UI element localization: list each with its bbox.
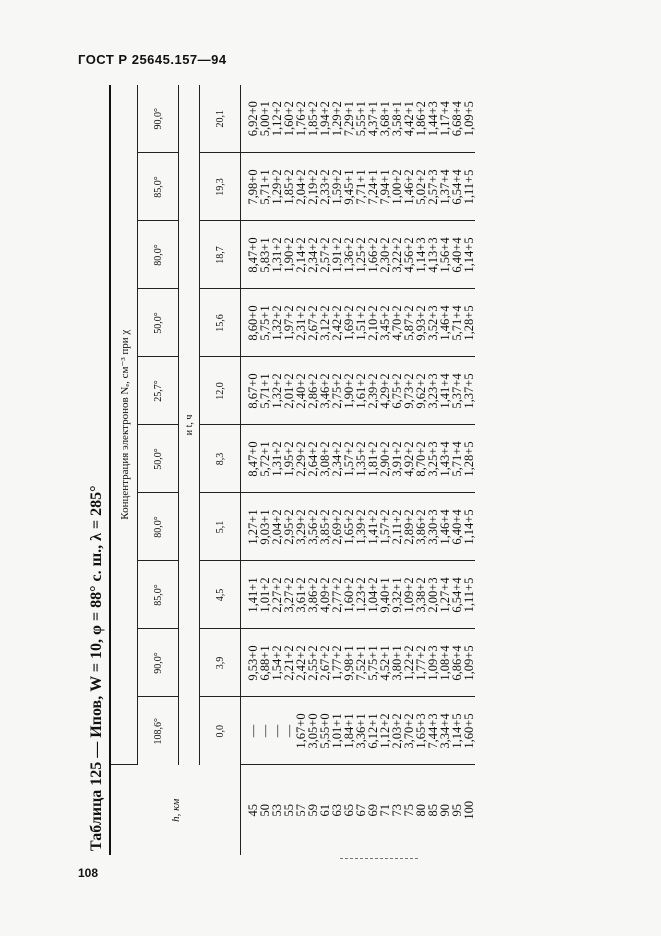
concentration-column: 8,60+0 5,75+1 1,32+2 1,97+2 2,31+2 2,67+2 3,12+2 2,42+2 1,69+2 1,51+2 2,10+2 3,45+2 4,70+2 5,87+2 9,93+2 3,52+3 1,46+4 5,71+4 1,28+5: [241, 289, 476, 357]
angle-header: 90,0°: [138, 85, 179, 153]
angle-header: 25,7°: [138, 357, 179, 425]
time-header-cell: 4,5: [200, 561, 241, 629]
concentration-header: Концентрация электронов Nₑ, см⁻³ при χ: [110, 85, 138, 765]
concentration-column: 8,67+0 5,71+1 1,32+2 2,01+2 2,40+2 2,86+2 3,46+2 2,75+2 1,90+2 1,61+2 2,39+2 4,29+2 6,75+2 9,73+2 9,62+2 3,23+3 1,41+4 5,37+4 1,37+5: [241, 357, 476, 425]
page-number: 108: [78, 866, 99, 880]
concentration-column: 8,47+0 5,72+1 1,31+2 1,95+2 2,29+2 2,64+2 3,08+2 2,34+2 1,57+2 1,35+2 1,81+2 2,90+2 3,91+2 4,92+2 8,70+2 3,25+3 1,43+4 5,71+4 1,28+5: [241, 425, 476, 493]
time-header-cell: 0,0: [200, 697, 241, 765]
concentration-column: — — — — 1,67+0 3,05+0 5,55+0 1,01+1 1,84+1 3,36+1 6,12+1 1,12+2 2,03+2 3,70+2 1,65+3 7,44+3 3,34+4 1,14+5 1,60+5: [241, 697, 476, 765]
time-header-cell: 18,7: [200, 221, 241, 289]
concentration-column: 9,53+0 6,88+1 1,54+2 2,21+2 2,42+2 2,55+2 2,67+2 1,77+2 9,98+1 7,52+1 5,75+1 4,52+1 3,80+1 1,22+2 1,77+2 1,09+3 1,08+4 6,86+4 1,09+5: [241, 629, 476, 697]
table-caption: Таблица 125 — Ипов, W = 10, φ = 88° с. ш., λ = 285°: [88, 485, 105, 851]
time-header-cell: 5,1: [200, 493, 241, 561]
angle-header: 80,0°: [138, 493, 179, 561]
time-header-cell: 19,3: [200, 153, 241, 221]
angles-row: [138, 85, 179, 855]
time-header-cell: 15,6: [200, 289, 241, 357]
rotated-table-area: [85, 85, 565, 855]
time-header: и t, ч: [179, 85, 200, 765]
angle-header: 108,6°: [138, 697, 179, 765]
times-row: [200, 85, 241, 855]
time-header-cell: 3,9: [200, 629, 241, 697]
concentration-column: 1,27+1 9,03+1 2,04+2 2,95+2 3,29+2 3,56+2 3,85+2 2,69+2 1,65+2 1,39+2 1,41+2 1,57+2 2,11+2 2,89+2 3,86+2 3,30+3 1,46+4 6,40+4 1,14+5: [241, 493, 476, 561]
document-header: ГОСТ Р 25645.157—94: [78, 52, 227, 67]
electron-concentration-table: [109, 85, 475, 855]
time-header-cell: 20,1: [200, 85, 241, 153]
concentration-column: 7,98+0 5,71+1 1,29+2 1,85+2 2,04+2 2,19+2 2,33+2 1,59+2 9,45+1 7,71+1 7,24+1 7,94+1 1,00+2 1,46+2 5,02+2 2,57+3 1,37+4 6,54+4 1,11+5: [241, 153, 476, 221]
angle-header: 80,0°: [138, 221, 179, 289]
concentration-column: 8,47+0 5,83+1 1,31+2 1,90+2 2,14+2 2,34+2 2,57+2 1,91+2 1,36+2 1,25+2 1,66+2 2,30+2 3,22+2 4,56+2 1,14+3 4,13+3 1,56+4 6,40+4 1,14+5: [241, 221, 476, 289]
concentration-column: 6,92+0 5,00+1 1,12+2 1,60+2 1,76+2 1,85+2 1,94+2 1,29+2 7,29+1 5,55+1 4,37+1 3,68+1 3,58+1 4,42+1 1,86+2 1,44+3 1,17+4 6,68+4 1,09+5: [241, 85, 476, 153]
time-header-cell: 8,3: [200, 425, 241, 493]
angle-header: 85,0°: [138, 153, 179, 221]
concentration-column: 1,41+1 1,01+2 2,27+2 3,27+2 3,61+2 3,86+2 4,09+2 2,77+2 1,60+2 1,23+2 1,04+2 9,40+1 9,32+1 1,09+2 3,38+2 2,00+3 1,27+4 6,54+4 1,11+5: [241, 561, 476, 629]
table-row: [241, 85, 476, 855]
height-values: 45 50 53 55 57 59 61 63 65 67 69 71 73 75 80 85 90 95 100: [246, 800, 476, 820]
angle-header: 50,0°: [138, 289, 179, 357]
height-column-header: h, км: [110, 765, 241, 855]
angle-header: 85,0°: [138, 561, 179, 629]
angle-header: 50,0°: [138, 425, 179, 493]
angle-header: 90,0°: [138, 629, 179, 697]
time-header-cell: 12,0: [200, 357, 241, 425]
divider: [340, 858, 418, 859]
